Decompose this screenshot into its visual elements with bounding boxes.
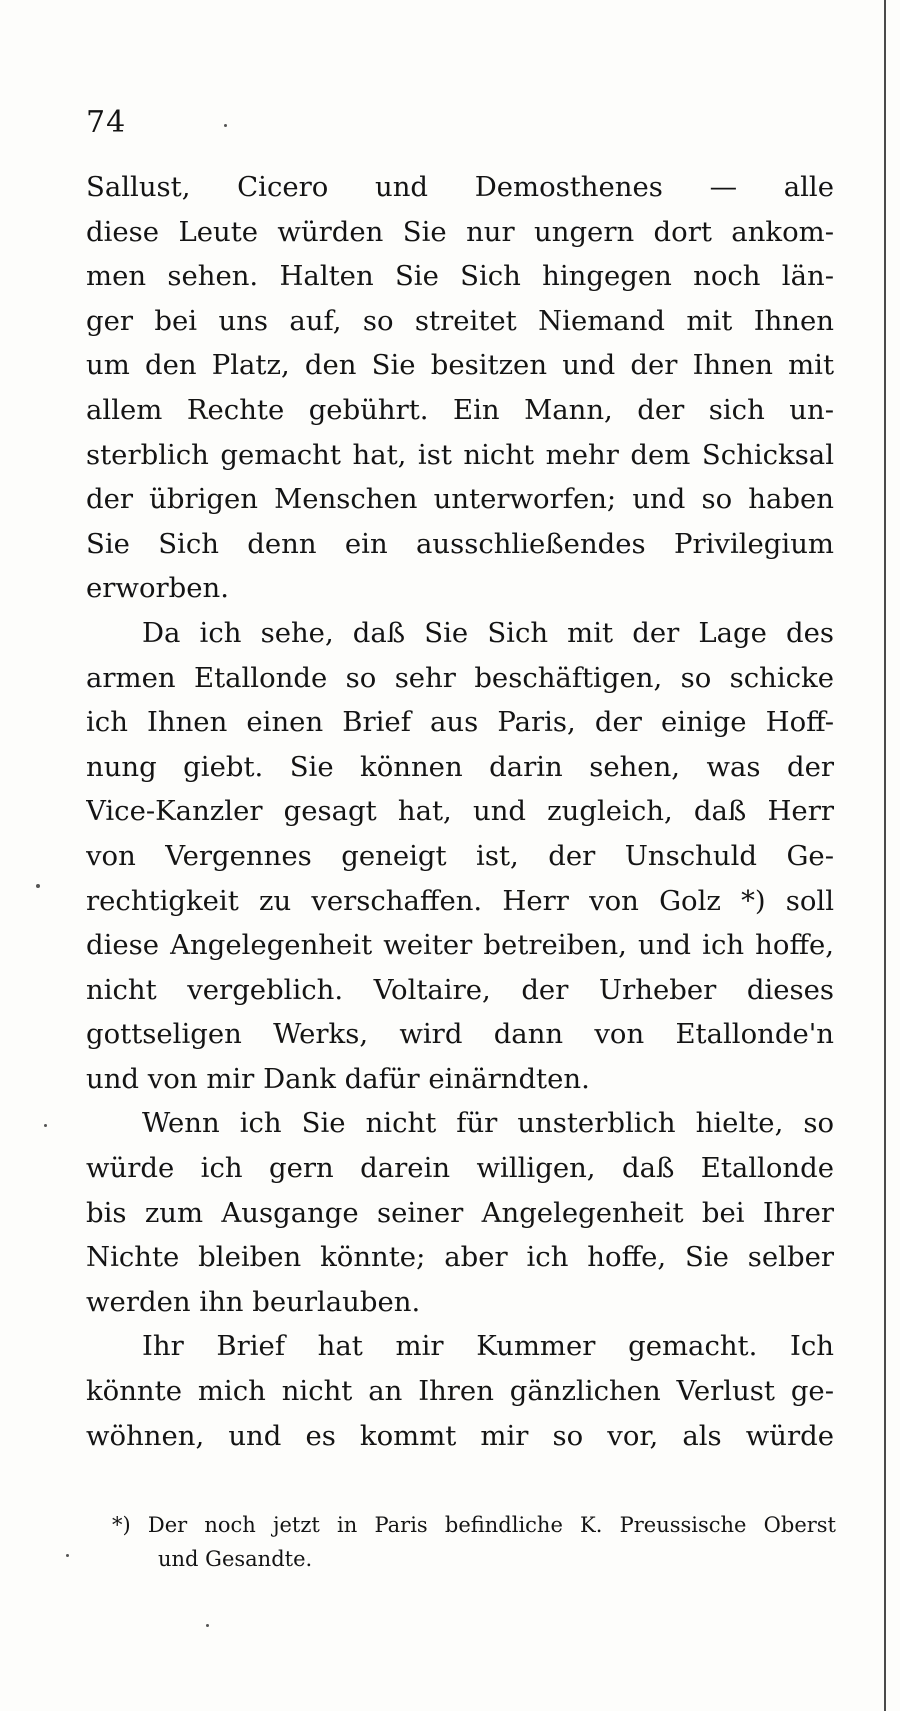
text-line: der übrigen Menschen unterworfen; und so haben (86, 483, 834, 516)
paper-speck (224, 124, 227, 127)
text-line: allem Rechte gebührt. Ein Mann, der sich un- (86, 393, 834, 426)
text-line: diese Leute würden Sie nur ungern dort ankom- (86, 215, 834, 248)
text-line: diese Angelegenheit weiter betreiben, und ich hoffe, (86, 929, 834, 962)
paper-speck (66, 1554, 69, 1557)
text-line: sterblich gemacht hat, ist nicht mehr dem Schicksal (86, 438, 834, 471)
text-line: um den Platz, den Sie besitzen und der Ihnen mit (86, 349, 834, 382)
binding-edge (884, 0, 886, 1711)
text-line: Ihr Brief hat mir Kummer gemacht. Ich (142, 1330, 834, 1363)
text-line: armen Etallonde so sehr beschäftigen, so schicke (86, 661, 834, 694)
text-line: und von mir Dank dafür einärndten. (86, 1062, 590, 1095)
text-line: werden ihn beurlauben. (86, 1285, 421, 1318)
text-line: von Vergennes geneigt ist, der Unschuld Ge- (86, 839, 834, 872)
text-line: men sehen. Halten Sie Sich hingegen noch län- (86, 260, 834, 293)
paper-speck (206, 1624, 209, 1627)
text-line: würde ich gern darein willigen, daß Etallonde (86, 1152, 834, 1185)
text-line: nung giebt. Sie können darin sehen, was der (86, 750, 834, 783)
text-line: gottseligen Werks, wird dann von Etallonde'n (86, 1018, 834, 1051)
text-line: nicht vergeblich. Voltaire, der Urheber dieses (86, 973, 834, 1006)
body-text (86, 165, 834, 1458)
text-line: Sie Sich denn ein ausschließendes Privilegium (86, 527, 834, 560)
text-line: könnte mich nicht an Ihren gänzlichen Verlust ge- (86, 1375, 834, 1408)
text-line: Da ich sehe, daß Sie Sich mit der Lage des (142, 616, 834, 649)
text-line: Vice-Kanzler gesagt hat, und zugleich, daß Herr (86, 795, 834, 828)
text-line: rechtigkeit zu verschaffen. Herr von Golz *) soll (86, 884, 834, 917)
text-line: Nichte bleiben könnte; aber ich hoffe, Sie selber (86, 1241, 834, 1274)
paper-speck (36, 884, 40, 888)
footnote-line: *) Der noch jetzt in Paris befindliche K. Preussische Oberst (112, 1513, 836, 1537)
text-line: bis zum Ausgange seiner Angelegenheit bei Ihrer (86, 1196, 834, 1229)
footnote (112, 1508, 836, 1576)
text-line: erworben. (86, 572, 229, 605)
footnote-line: und Gesandte. (158, 1547, 313, 1571)
text-line: Wenn ich Sie nicht für unsterblich hielte, so (142, 1107, 834, 1140)
text-line: ger bei uns auf, so streitet Niemand mit Ihnen (86, 304, 834, 337)
paper-speck (44, 1124, 47, 1127)
page-number: 74 (86, 105, 127, 140)
text-line: Sallust, Cicero und Demosthenes — alle (86, 171, 834, 203)
text-line: ich Ihnen einen Brief aus Paris, der einige Hoff- (86, 706, 834, 739)
text-line: wöhnen, und es kommt mir so vor, als würde (86, 1419, 834, 1452)
